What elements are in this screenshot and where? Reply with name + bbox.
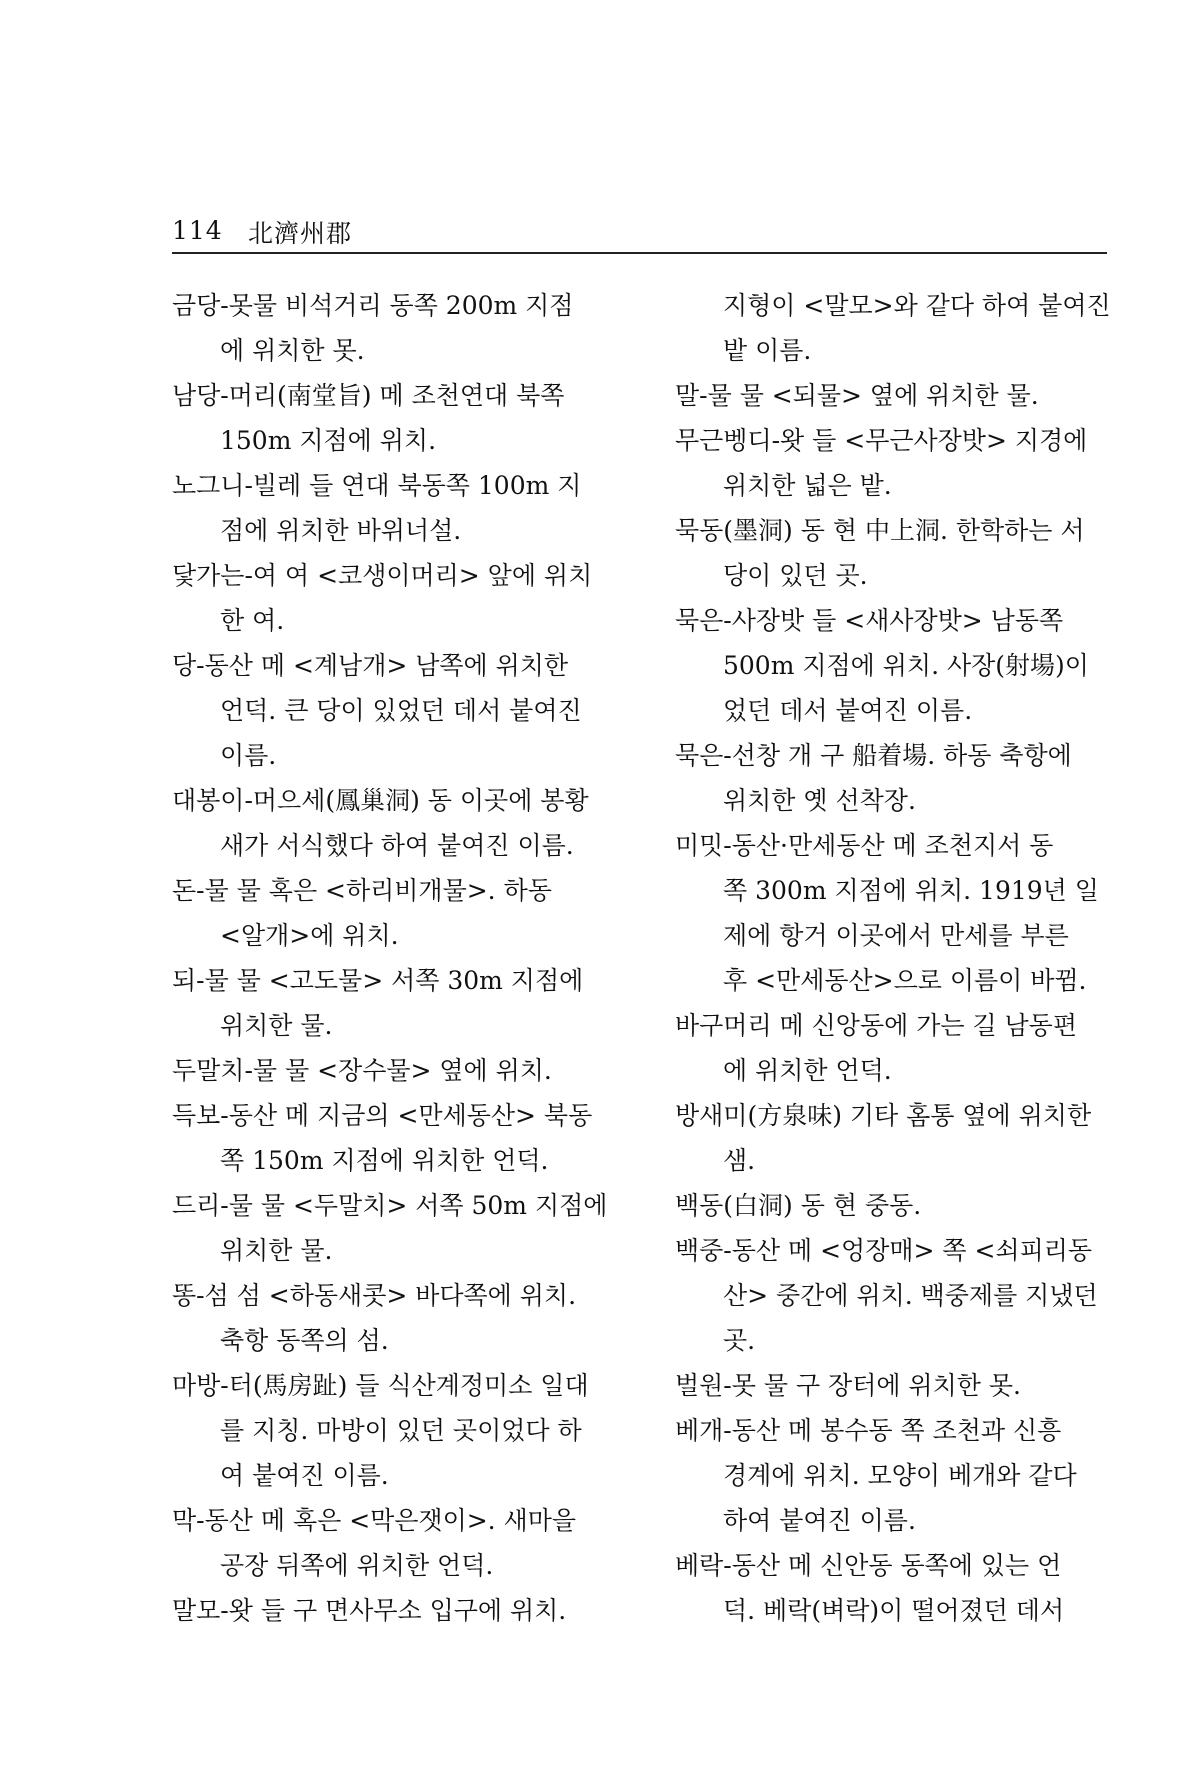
entry-line: 제에 항거 이곳에서 만세를 부른 [723,921,1069,950]
entry-line: 덕. 베락(벼락)이 떨어졌던 데서 [723,1596,1065,1625]
entry-line: 공장 뒤쪽에 위치한 언덕. [220,1551,494,1580]
left-column [172,283,625,1633]
entry-line: 산> 중간에 위치. 백중제를 지냈던 [723,1281,1098,1310]
entry-line: 곳. [723,1326,756,1355]
entry-line: 노그니-빌레 들 연대 북동쪽 100m 지 [172,471,582,500]
entry-line: 위치한 물. [220,1011,333,1040]
entry-line: 하여 붙여진 이름. [723,1506,916,1535]
entry-line: 벌원-못 물 구 장터에 위치한 못. [675,1371,1021,1400]
entry-line: 경계에 위치. 모양이 베개와 같다 [723,1461,1077,1490]
entry-line: 위치한 물. [220,1236,333,1265]
page-number: 114 [172,216,223,245]
page-header [172,210,1107,254]
entry-line: 위치한 넓은 밭. [723,471,892,500]
entry-line: 이름. [220,741,277,770]
entry-line: 되-물 물 <고도물> 서쪽 30m 지점에 [172,966,584,995]
entry-line: 당-동산 메 <계남개> 남쪽에 위치한 [172,651,569,680]
entry-line: 묵은-사장밧 들 <새사장밧> 남동쪽 [675,606,1064,635]
entry-line: 를 지칭. 마방이 있던 곳이었다 하 [220,1416,582,1445]
entry-line: 축항 동쪽의 섬. [220,1326,389,1355]
entry-line: 마방-터(馬房趾) 들 식산계정미소 일대 [172,1371,589,1400]
entry-line: 한 여. [220,606,285,635]
entry-line: 바구머리 메 신앙동에 가는 길 남동편 [675,1011,1077,1040]
entry-line: 금당-못물 비석거리 동쪽 200m 지점 [172,291,574,320]
entry-line: 에 위치한 언덕. [723,1056,892,1085]
entry-line: 베개-동산 메 봉수동 쪽 조천과 신흥 [675,1416,1062,1445]
header-rule [172,252,1107,254]
entry-line: 150m 지점에 위치. [220,426,437,455]
entry-line: 돈-물 물 혹은 <하리비개물>. 하동 [172,876,552,905]
entry-line: <알개>에 위치. [220,921,399,950]
entry-line: 베락-동산 메 신안동 동쪽에 있는 언 [675,1551,1062,1580]
entry-line: 점에 위치한 바위너설. [220,516,462,545]
entry-line: 똥-섬 섬 <하동새콧> 바다쪽에 위치. [172,1281,577,1310]
entry-line: 쪽 300m 지점에 위치. 1919년 일 [723,876,1099,905]
entry-line: 지형이 <말모>와 같다 하여 붙여진 [723,291,1111,320]
entry-line: 쪽 150m 지점에 위치한 언덕. [220,1146,549,1175]
entry-line: 500m 지점에 위치. 사장(射場)이 [723,651,1089,680]
entry-line: 말모-왓 들 구 면사무소 입구에 위치. [172,1596,567,1625]
entry-line: 득보-동산 메 지금의 <만세동산> 북동 [172,1101,593,1130]
entry-line: 두말치-물 물 <장수물> 옆에 위치. [172,1056,552,1085]
running-title: 北濟州郡 [248,219,353,248]
entry-line: 무근벵디-왓 들 <무근사장밧> 지경에 [675,426,1088,455]
entry-line: 말-물 물 <되물> 옆에 위치한 물. [675,381,1039,410]
entry-line: 백동(白洞) 동 현 중동. [675,1191,922,1220]
entry-line: 새가 서식했다 하여 붙여진 이름. [220,831,574,860]
entry-line: 묵은-선창 개 구 船着場. 하동 축항에 [675,741,1072,770]
entry-line: 닻가는-여 여 <코생이머리> 앞에 위치 [172,561,593,590]
entry-line: 여 붙여진 이름. [220,1461,389,1490]
entry-line: 위치한 옛 선착장. [723,786,916,815]
entry-line: 언덕. 큰 당이 있었던 데서 붙여진 [220,696,582,725]
entry-line: 대봉이-머으세(鳳巢洞) 동 이곳에 봉황 [172,786,589,815]
entry-line: 백중-동산 메 <엉장매> 쪽 <쇠피리동 [675,1236,1093,1265]
entry-line: 밭 이름. [723,336,812,365]
right-column [675,283,1112,1633]
entry-line: 샘. [723,1146,756,1175]
entry-line: 막-동산 메 혹은 <막은잿이>. 새마을 [172,1506,577,1535]
entry-line: 당이 있던 곳. [723,561,868,590]
entry-line: 방새미(方泉味) 기타 홈통 옆에 위치한 [675,1101,1092,1130]
entry-line: 미밋-동산·만세동산 메 조천지서 동 [675,831,1054,860]
entry-line: 드리-물 물 <두말치> 서쪽 50m 지점에 [172,1191,608,1220]
entry-line: 에 위치한 못. [220,336,365,365]
entry-line: 후 <만세동산>으로 이름이 바뀜. [723,966,1087,995]
entry-line: 었던 데서 붙여진 이름. [723,696,973,725]
entry-line: 묵동(墨洞) 동 현 中上洞. 한학하는 서 [675,516,1085,545]
entry-line: 남당-머리(南堂旨) 메 조천연대 북쪽 [172,381,565,410]
